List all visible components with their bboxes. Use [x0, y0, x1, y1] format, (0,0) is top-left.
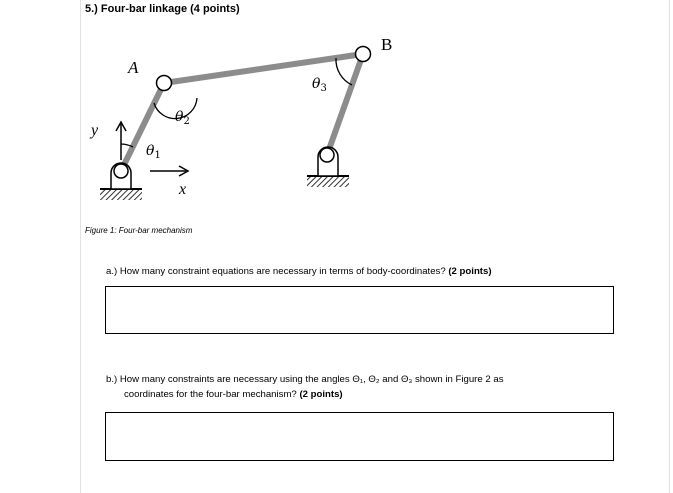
link-rocker [327, 54, 363, 155]
theta1-symbol: Θ₁ [352, 374, 364, 385]
joint-ground-left [114, 164, 128, 178]
label-A: A [128, 58, 139, 77]
answer-box-a[interactable] [105, 286, 614, 334]
label-x: x [179, 181, 187, 198]
question-b-points: (2 points) [299, 389, 343, 400]
label-B: B [381, 35, 393, 54]
link-coupler [164, 54, 363, 83]
question-a-text: a.) How many constraint equations are necessary in terms of body-coordinates? [106, 266, 446, 277]
question-b-text-2: shown in Figure 2 as [412, 374, 504, 385]
question-b-text-3: coordinates for the four-bar mechanism? [124, 389, 297, 400]
theta2-symbol: Θ₂ [368, 374, 380, 385]
ground-hatch-left [100, 190, 142, 200]
label-theta1: $\theta_1$ [146, 143, 161, 161]
problem-title: 5.) Four-bar linkage (4 points) [85, 3, 240, 15]
theta3-arc [336, 58, 352, 85]
theta3-symbol: Θ₃ [400, 374, 413, 385]
figure-caption: Figure 1: Four-bar mechanism [85, 226, 193, 235]
joint-A [157, 76, 172, 91]
joint-ground-right [320, 148, 334, 162]
question-a [106, 264, 492, 279]
ground-hatch-right [307, 177, 349, 187]
label-theta2: $\theta_2$ [175, 109, 190, 127]
label-y: y [91, 122, 99, 139]
label-theta3: $\theta_3$ [312, 76, 327, 94]
answer-box-b[interactable] [105, 412, 614, 461]
question-b-text-1: b.) How many constraints are necessary using the angles [106, 374, 353, 385]
joint-B [356, 47, 371, 62]
four-bar-figure [0, 0, 673, 240]
question-b: b.) How many constraints are necessary using the angles Θ₁, Θ₂ and Θ₃ shown in Figure 2 as coordinates for the four-bar mechanism? (2 points) [106, 374, 504, 400]
question-a-points: (2 points) [448, 266, 492, 277]
